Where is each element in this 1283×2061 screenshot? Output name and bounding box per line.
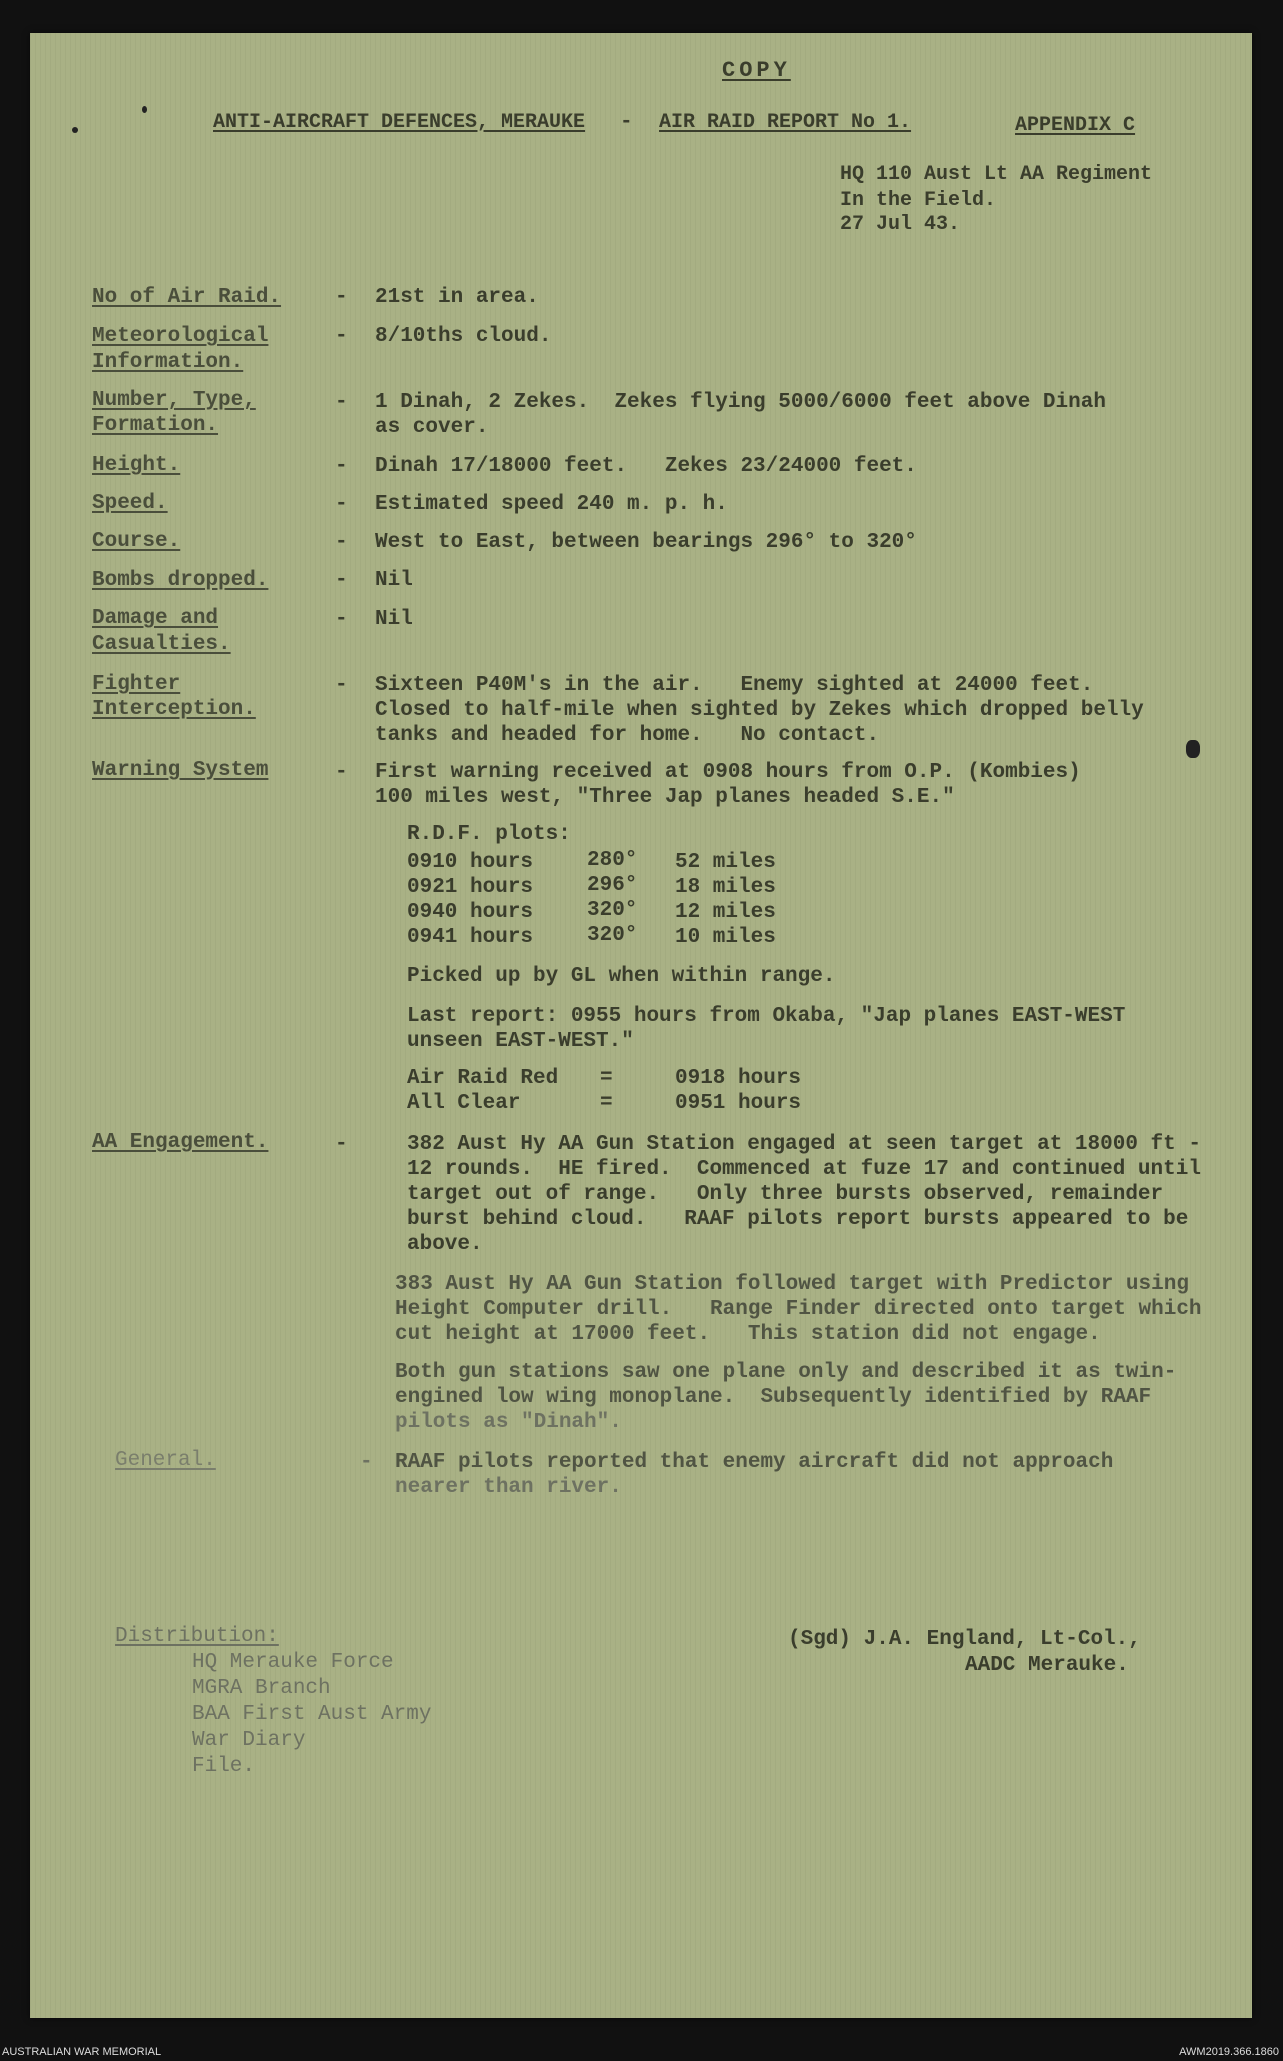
engagement-label: AA Engagement. [92, 1131, 269, 1154]
general-text: RAAF pilots reported that enemy aircraft did not approach [395, 1451, 1114, 1474]
engagement-text: Both gun stations saw one plane only and described it as twin- [395, 1361, 1177, 1384]
item-label: Casualties. [92, 633, 231, 656]
item-value: 1 Dinah, 2 Zekes. Zekes flying 5000/6000 feet above Dinah [375, 391, 1106, 414]
ink-spot [142, 106, 147, 113]
item-value: 8/10ths cloud. [375, 325, 552, 348]
item-dash: - [335, 674, 348, 697]
engagement-text: 12 rounds. HE fired. Commenced at fuze 17 and continued until [407, 1158, 1201, 1181]
raid-red-dash: = [600, 1067, 613, 1090]
title-dash: - [620, 111, 633, 134]
engagement-text: Height Computer drill. Range Finder directed onto target which [395, 1298, 1202, 1321]
engagement-text: cut height at 17000 feet. This station did not engage. [395, 1323, 1101, 1346]
item-value: Nil [375, 569, 413, 592]
rdf-time: 0910 hours [407, 851, 534, 874]
distribution-item: MGRA Branch [192, 1677, 331, 1700]
item-dash: - [335, 761, 348, 784]
hq-line-2: In the Field. [840, 189, 997, 212]
item-value: Estimated speed 240 m. p. h. [375, 493, 728, 516]
rdf-distance: 52 miles [675, 851, 776, 874]
rdf-time: 0940 hours [407, 901, 534, 924]
item-value: Nil [375, 608, 413, 631]
general-label: General. [115, 1449, 216, 1472]
signature-line-1: (Sgd) J.A. England, Lt-Col., [788, 1628, 1141, 1651]
rdf-time: 0921 hours [407, 876, 534, 899]
rdf-bearing: 280° [587, 849, 638, 872]
distribution-item: File. [192, 1755, 256, 1778]
title-report: AIR RAID REPORT No 1. [659, 111, 912, 134]
item-label: Height. [92, 454, 181, 477]
item-value: 100 miles west, "Three Jap planes headed S.E." [375, 786, 955, 809]
all-clear-dash: = [600, 1092, 613, 1115]
item-value: as cover. [375, 416, 489, 439]
rdf-distance: 18 miles [675, 876, 776, 899]
item-dash: - [335, 286, 348, 309]
rdf-distance: 12 miles [675, 901, 776, 924]
item-label: Fighter [92, 673, 181, 696]
item-value: Sixteen P40M's in the air. Enemy sighted at 24000 feet. [375, 674, 1094, 697]
item-dash: - [335, 391, 348, 414]
hq-line-1: HQ 110 Aust Lt AA Regiment [840, 163, 1153, 186]
item-dash: - [335, 455, 348, 478]
rdf-time: 0941 hours [407, 926, 534, 949]
ink-spot [72, 127, 78, 133]
rdf-picked-up: Picked up by GL when within range. [407, 965, 836, 988]
item-label: Damage and [92, 607, 219, 630]
item-value: West to East, between bearings 296° to 320° [375, 531, 917, 554]
engagement-text: above. [407, 1233, 483, 1256]
distribution-item: HQ Merauke Force [192, 1651, 394, 1674]
item-dash: - [335, 531, 348, 554]
engagement-text: 382 Aust Hy AA Gun Station engaged at seen target at 18000 ft - [407, 1133, 1201, 1156]
engagement-text: target out of range. Only three bursts observed, remainder [407, 1183, 1164, 1206]
rdf-last-report: Last report: 0955 hours from Okaba, "Jap planes EAST-WEST [407, 1005, 1126, 1028]
ink-spot [1186, 740, 1200, 758]
item-dash: - [335, 608, 348, 631]
title-unit: ANTI-AIRCRAFT DEFENCES, MERAUKE [213, 111, 586, 134]
engagement-text: 383 Aust Hy AA Gun Station followed target with Predictor using [395, 1273, 1189, 1296]
footer-left: AUSTRALIAN WAR MEMORIAL [2, 2046, 162, 2058]
raid-red-time: 0918 hours [675, 1067, 802, 1090]
item-dash: - [335, 325, 348, 348]
item-value: tanks and headed for home. No contact. [375, 724, 880, 747]
item-label: Bombs dropped. [92, 569, 269, 592]
signature-line-2: AADC Merauke. [965, 1654, 1129, 1677]
appendix-label: APPENDIX C [1015, 114, 1136, 137]
item-value: First warning received at 0908 hours from O.P. (Kombies) [375, 761, 1081, 784]
item-label: Information. [92, 351, 244, 374]
item-value: 21st in area. [375, 286, 539, 309]
hq-line-3: 27 Jul 43. [840, 213, 961, 236]
copy-heading: COPY [722, 58, 791, 83]
item-value: Closed to half-mile when sighted by Zekes which dropped belly [375, 699, 1144, 722]
engagement-text: engined low wing monoplane. Subsequently identified by RAAF [395, 1386, 1152, 1409]
rdf-last-report: unseen EAST-WEST." [407, 1030, 634, 1053]
engagement-dash: - [335, 1133, 348, 1156]
rdf-bearing: 296° [587, 874, 638, 897]
engagement-text: burst behind cloud. RAAF pilots report bursts appeared to be [407, 1208, 1189, 1231]
item-label: Formation. [92, 414, 219, 437]
engagement-text: pilots as "Dinah". [395, 1411, 622, 1434]
item-label: Meteorological [92, 325, 269, 348]
item-label: Interception. [92, 698, 256, 721]
general-text: nearer than river. [395, 1476, 622, 1499]
item-label: Speed. [92, 492, 168, 515]
rdf-heading: R.D.F. plots: [407, 823, 571, 846]
item-label: Warning System [92, 759, 269, 782]
distribution-heading: Distribution: [115, 1625, 279, 1648]
rdf-bearing: 320° [587, 924, 638, 947]
all-clear-label: All Clear [407, 1092, 521, 1115]
rdf-distance: 10 miles [675, 926, 776, 949]
item-value: Dinah 17/18000 feet. Zekes 23/24000 feet. [375, 455, 917, 478]
rdf-bearing: 320° [587, 899, 638, 922]
item-label: No of Air Raid. [92, 286, 282, 309]
general-dash: - [360, 1451, 373, 1474]
item-dash: - [335, 569, 348, 592]
distribution-item: War Diary [192, 1729, 306, 1752]
footer-right: AWM2019.366.1860 [1179, 2046, 1279, 2058]
all-clear-time: 0951 hours [675, 1092, 802, 1115]
distribution-item: BAA First Aust Army [192, 1703, 432, 1726]
item-label: Number, Type, [92, 389, 256, 412]
item-label: Course. [92, 530, 181, 553]
item-dash: - [335, 493, 348, 516]
raid-red-label: Air Raid Red [407, 1067, 559, 1090]
